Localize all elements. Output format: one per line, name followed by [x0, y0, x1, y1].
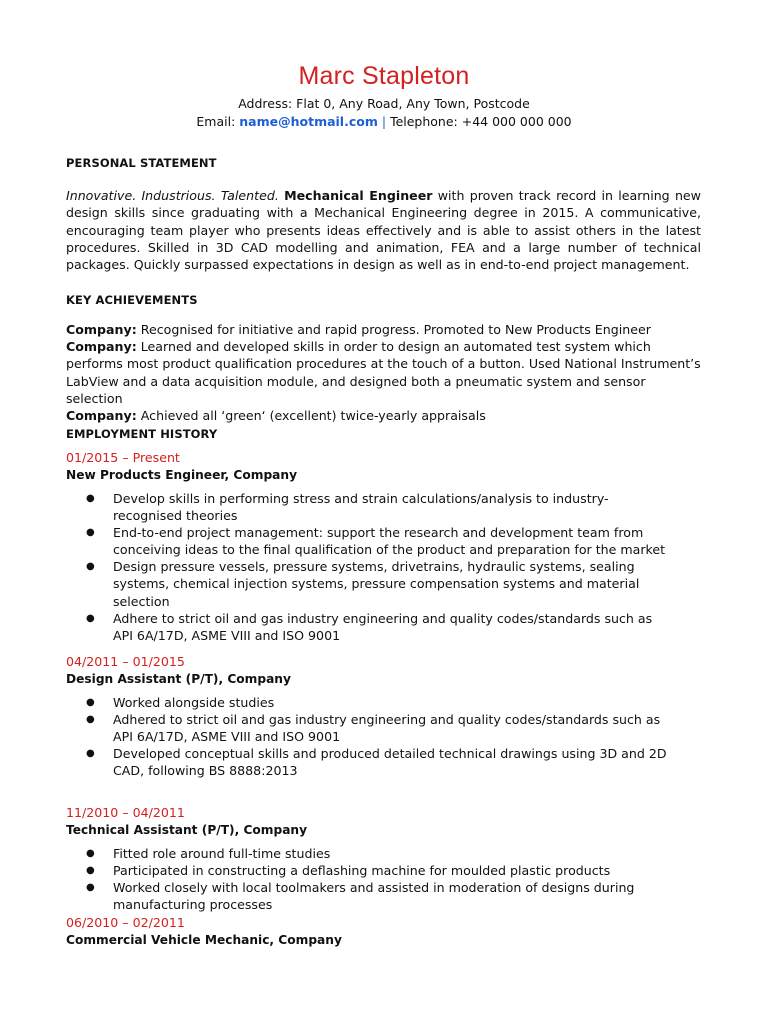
bullet-icon: ● — [86, 612, 95, 624]
job-title: Design Assistant (P/T), Company — [66, 672, 291, 686]
bullet-icon: ● — [86, 882, 95, 894]
bullet-icon: ● — [86, 714, 95, 726]
list-item: ● Worked closely with local toolmakers and assisted in moderation of designs during manufacturing processes — [86, 880, 635, 913]
job-bullets — [66, 490, 676, 644]
statement-body: with proven track record in learning new design skills since graduating with a Mechanical Engineering degree in 2015. A communicative, encouraging team player who presents ideas effectively and is able to assist others in the latest procedures. Skilled in 3D CAD modelling and animation, FEA and a large number of technical packages. Quickly surpassed expectations in design as well as in end-to-end project management. — [66, 188, 701, 273]
achievement-item — [66, 407, 706, 424]
bullet-icon: ● — [86, 848, 95, 859]
candidate-name: Marc Stapleton — [298, 62, 470, 90]
list-item: ● Developed conceptual skills and produced detailed technical drawings using 3D and 2D CAD, following BS 8888:2013 — [86, 746, 667, 779]
employment-history-heading: EMPLOYMENT HISTORY — [66, 427, 218, 441]
email-label: Email: — [196, 114, 240, 129]
job-bullets — [66, 845, 676, 913]
achievement-label: Company: — [66, 339, 137, 355]
achievement-label: Company: — [66, 408, 137, 424]
job-dates: 06/2010 – 02/2011 — [66, 915, 185, 930]
list-item: ● Worked alongside studies — [86, 695, 275, 710]
personal-statement-text — [66, 187, 701, 273]
achievement-text: Achieved all ‘green‘ (excellent) twice-yearly appraisals — [140, 408, 486, 424]
job-title: New Products Engineer, Company — [66, 468, 298, 482]
statement-italic-lead: Innovative. Industrious. Talented. — [66, 188, 279, 203]
bullet-icon: ● — [86, 865, 95, 877]
list-item: ● End-to-end project management: support the research and development team from conceiving ideas to the final qualification of the product and preparation for the market — [86, 525, 666, 558]
list-item: ● Design pressure vessels, pressure systems, drivetrains, hydraulic systems, sealing systems, chemical injection systems, pressure compensation systems and material selection — [86, 559, 640, 609]
list-item: ● Fitted role around full-time studies — [86, 846, 331, 861]
achievement-item — [66, 338, 706, 407]
job-title: Technical Assistant (P/T), Company — [66, 823, 308, 837]
achievement-text: Recognised for initiative and rapid progress. Promoted to New Products Engineer — [140, 322, 651, 337]
job-dates: 11/2010 – 04/2011 — [66, 805, 185, 820]
bullet-icon: ● — [86, 748, 95, 760]
personal-statement-heading: PERSONAL STATEMENT — [66, 156, 217, 170]
key-achievements-heading: KEY ACHIEVEMENTS — [66, 293, 198, 307]
contact-line — [0, 114, 768, 129]
list-item: ● Participated in constructing a deflashing machine for moulded plastic products — [86, 863, 611, 879]
contact-separator: | — [381, 114, 387, 129]
telephone: Telephone: +44 000 000 000 — [390, 114, 572, 129]
achievement-text: Learned and developed skills in order to design an automated test system which performs most product qualification procedures at the touch of a button. Used National Instrument’s LabView and a data acquisition module, and designed both a pneumatic system and sensor selection — [66, 339, 701, 406]
bullet-icon: ● — [86, 527, 95, 539]
list-item: ● Adhere to strict oil and gas industry engineering and quality codes/standards such as API 6A/17D, ASME VIII and ISO 9001 — [86, 610, 653, 643]
statement-title: Mechanical Engineer — [284, 188, 433, 203]
job-dates: 01/2015 – Present — [66, 450, 180, 465]
job-dates: 04/2011 – 01/2015 — [66, 654, 185, 669]
achievement-label: Company: — [66, 322, 137, 337]
address-line: Address: Flat 0, Any Road, Any Town, Postcode — [238, 96, 530, 111]
email-link[interactable]: name@hotmail.com — [239, 114, 378, 129]
list-item: ● Adhered to strict oil and gas industry engineering and quality codes/standards such as API 6A/17D, ASME VIII and ISO 9001 — [86, 712, 661, 745]
list-item: ● Develop skills in performing stress and strain calculations/analysis to industry-recognised theories — [86, 491, 609, 524]
achievement-item — [66, 321, 706, 338]
job-title: Commercial Vehicle Mechanic, Company — [66, 933, 342, 947]
bullet-icon: ● — [86, 561, 95, 573]
achievements-list — [66, 321, 706, 424]
job-bullets — [66, 694, 676, 779]
bullet-icon: ● — [86, 493, 95, 504]
bullet-icon: ● — [86, 697, 95, 708]
